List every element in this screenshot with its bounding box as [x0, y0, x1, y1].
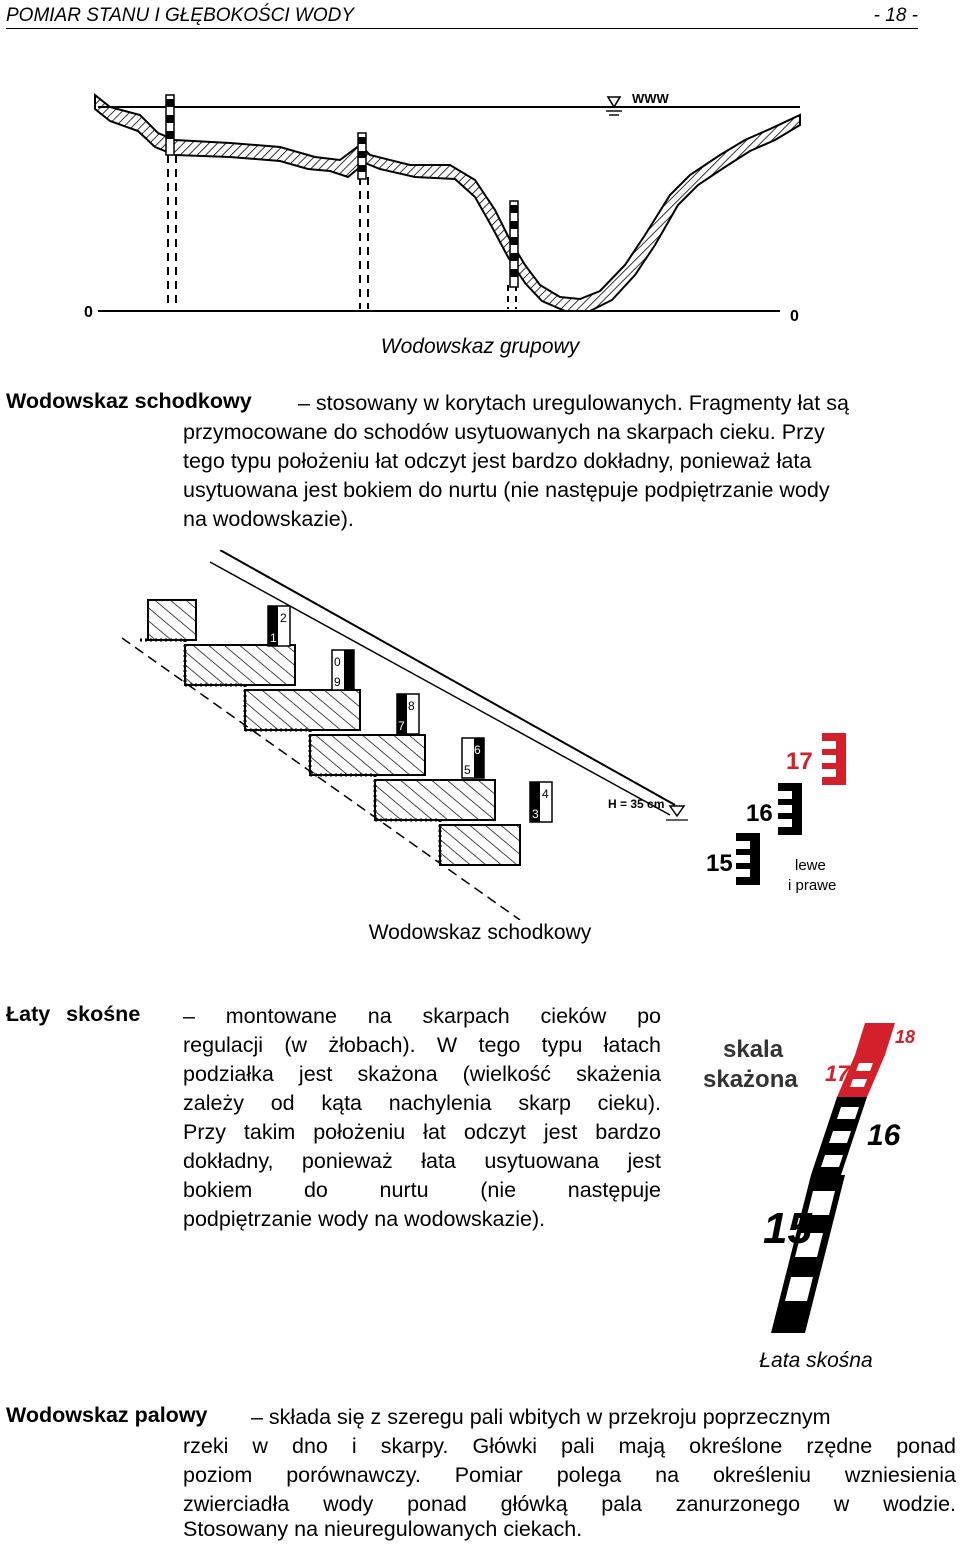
section3-line-2: poziom porównawczy. Pomiar polega na określeniu wzniesienia [183, 1463, 956, 1487]
skala-label: skala [723, 1036, 784, 1063]
skewed-plate-16 [811, 1097, 901, 1175]
section1-line-3: usytuowana jest bokiem do nurtu (nie następuje podpiętrzanie wody [183, 478, 830, 502]
section3-lead: – składa się z szeregu pali wbitych w przekroju poprzecznym [251, 1405, 831, 1429]
section2-line-7: podpiętrzanie wody na wodowskazie). [183, 1207, 546, 1231]
section2-line-4: Przy takim położeniu łat odczyt jest bardzo [183, 1120, 661, 1144]
svg-text:9: 9 [334, 675, 341, 689]
svg-text:3: 3 [532, 807, 539, 821]
section1-line-2: tego typu położeniu łat odczyt jest bardzo dokładny, ponieważ łata [183, 449, 812, 473]
svg-text:16: 16 [746, 800, 773, 827]
www-label: WWW [632, 91, 669, 106]
header-title: POMIAR STANU I GŁĘBOKOŚCI WODY [6, 5, 355, 26]
gauge-plate-17 [786, 733, 846, 785]
staff-plate-2 [332, 650, 354, 690]
svg-text:15: 15 [706, 850, 733, 877]
section2-line-6: bokiem do nurtu (nie następuje [183, 1178, 661, 1202]
gauge-note-2: i prawe [788, 877, 837, 894]
stepped-gauge-figure [110, 550, 700, 920]
section3-term: Wodowskaz palowy [6, 1403, 208, 1427]
skewed-plate-17 [825, 1055, 885, 1097]
svg-text:8: 8 [408, 699, 415, 713]
staff-gauge-3 [510, 201, 518, 287]
section2-line-5: dokładny, ponieważ łata usytuowana jest [183, 1149, 661, 1173]
svg-text:2: 2 [280, 611, 287, 625]
svg-text:1: 1 [270, 631, 277, 645]
svg-text:5: 5 [464, 763, 471, 777]
gauge-plate-16 [746, 783, 802, 835]
staff-plate-5 [530, 782, 552, 822]
section1-line-4: na wodowskazie). [183, 507, 354, 531]
staff-plate-4 [462, 738, 484, 778]
svg-text:6: 6 [474, 743, 481, 757]
datum-zero-right: 0 [790, 308, 799, 325]
skazona-label: skażona [703, 1066, 798, 1093]
water-level-marker-icon [666, 806, 688, 820]
gauge-plate-15 [706, 833, 760, 885]
riverbed-profile [95, 95, 800, 311]
section2-line-3: zależy od kąta nachylenia skarp cieku). [183, 1091, 661, 1115]
svg-text:17: 17 [825, 1061, 850, 1086]
cross-section-figure [80, 85, 820, 330]
section3-line-4: Stosowany na nieuregulowanych ciekach. [183, 1517, 583, 1541]
datum-zero-left: 0 [84, 304, 93, 321]
svg-text:16: 16 [867, 1119, 901, 1152]
figure1-caption: Wodowskaz grupowy [380, 335, 580, 358]
staff-plate-3 [397, 694, 419, 734]
figure3-caption: Łata skośna [759, 1349, 873, 1372]
h-label: H = 35 cm [608, 797, 665, 811]
section1-lead: – stosowany w korytach uregulowanych. Fragmenty łat są [298, 391, 849, 415]
gauge-note-1: lewe [795, 857, 826, 874]
gauge-plates-figure [700, 725, 860, 900]
staff-gauge-1 [166, 95, 174, 155]
skewed-plate-18 [855, 1023, 915, 1055]
page-number: - 18 - [873, 5, 918, 26]
skewed-plate-15 [763, 1175, 845, 1333]
section2-term: Łaty skośne [6, 1002, 141, 1026]
svg-text:17: 17 [786, 748, 813, 775]
staff-gauge-2 [358, 133, 366, 179]
section2-lead: – montowane na skarpach cieków po [183, 1004, 661, 1028]
section2-line-1: regulacji (w żłobach). W tego typu łatach [183, 1033, 661, 1057]
section1-term: Wodowskaz schodkowy [6, 389, 252, 413]
staff-plate-1 [268, 606, 290, 646]
svg-text:4: 4 [542, 787, 549, 801]
steps [140, 600, 520, 865]
section3-line-1: rzeki w dno i skarpy. Główki pali mają określone rzędne ponad [183, 1434, 956, 1458]
skewed-staff-figure [695, 1015, 945, 1340]
figure2-caption: Wodowskaz schodkowy [368, 921, 592, 944]
section2-line-2: podziałka jest skażona (wielkość skażenia [183, 1062, 661, 1086]
page-header [6, 4, 918, 29]
section1-line-1: przymocowane do schodów usytuowanych na skarpach cieku. Przy [183, 420, 825, 444]
svg-text:15: 15 [763, 1204, 812, 1253]
svg-text:18: 18 [895, 1027, 916, 1047]
section3-line-3: zwierciadła wody ponad główką pala zanurzonego w wodzie. [183, 1492, 956, 1516]
svg-text:0: 0 [334, 655, 341, 669]
svg-text:7: 7 [398, 719, 405, 733]
